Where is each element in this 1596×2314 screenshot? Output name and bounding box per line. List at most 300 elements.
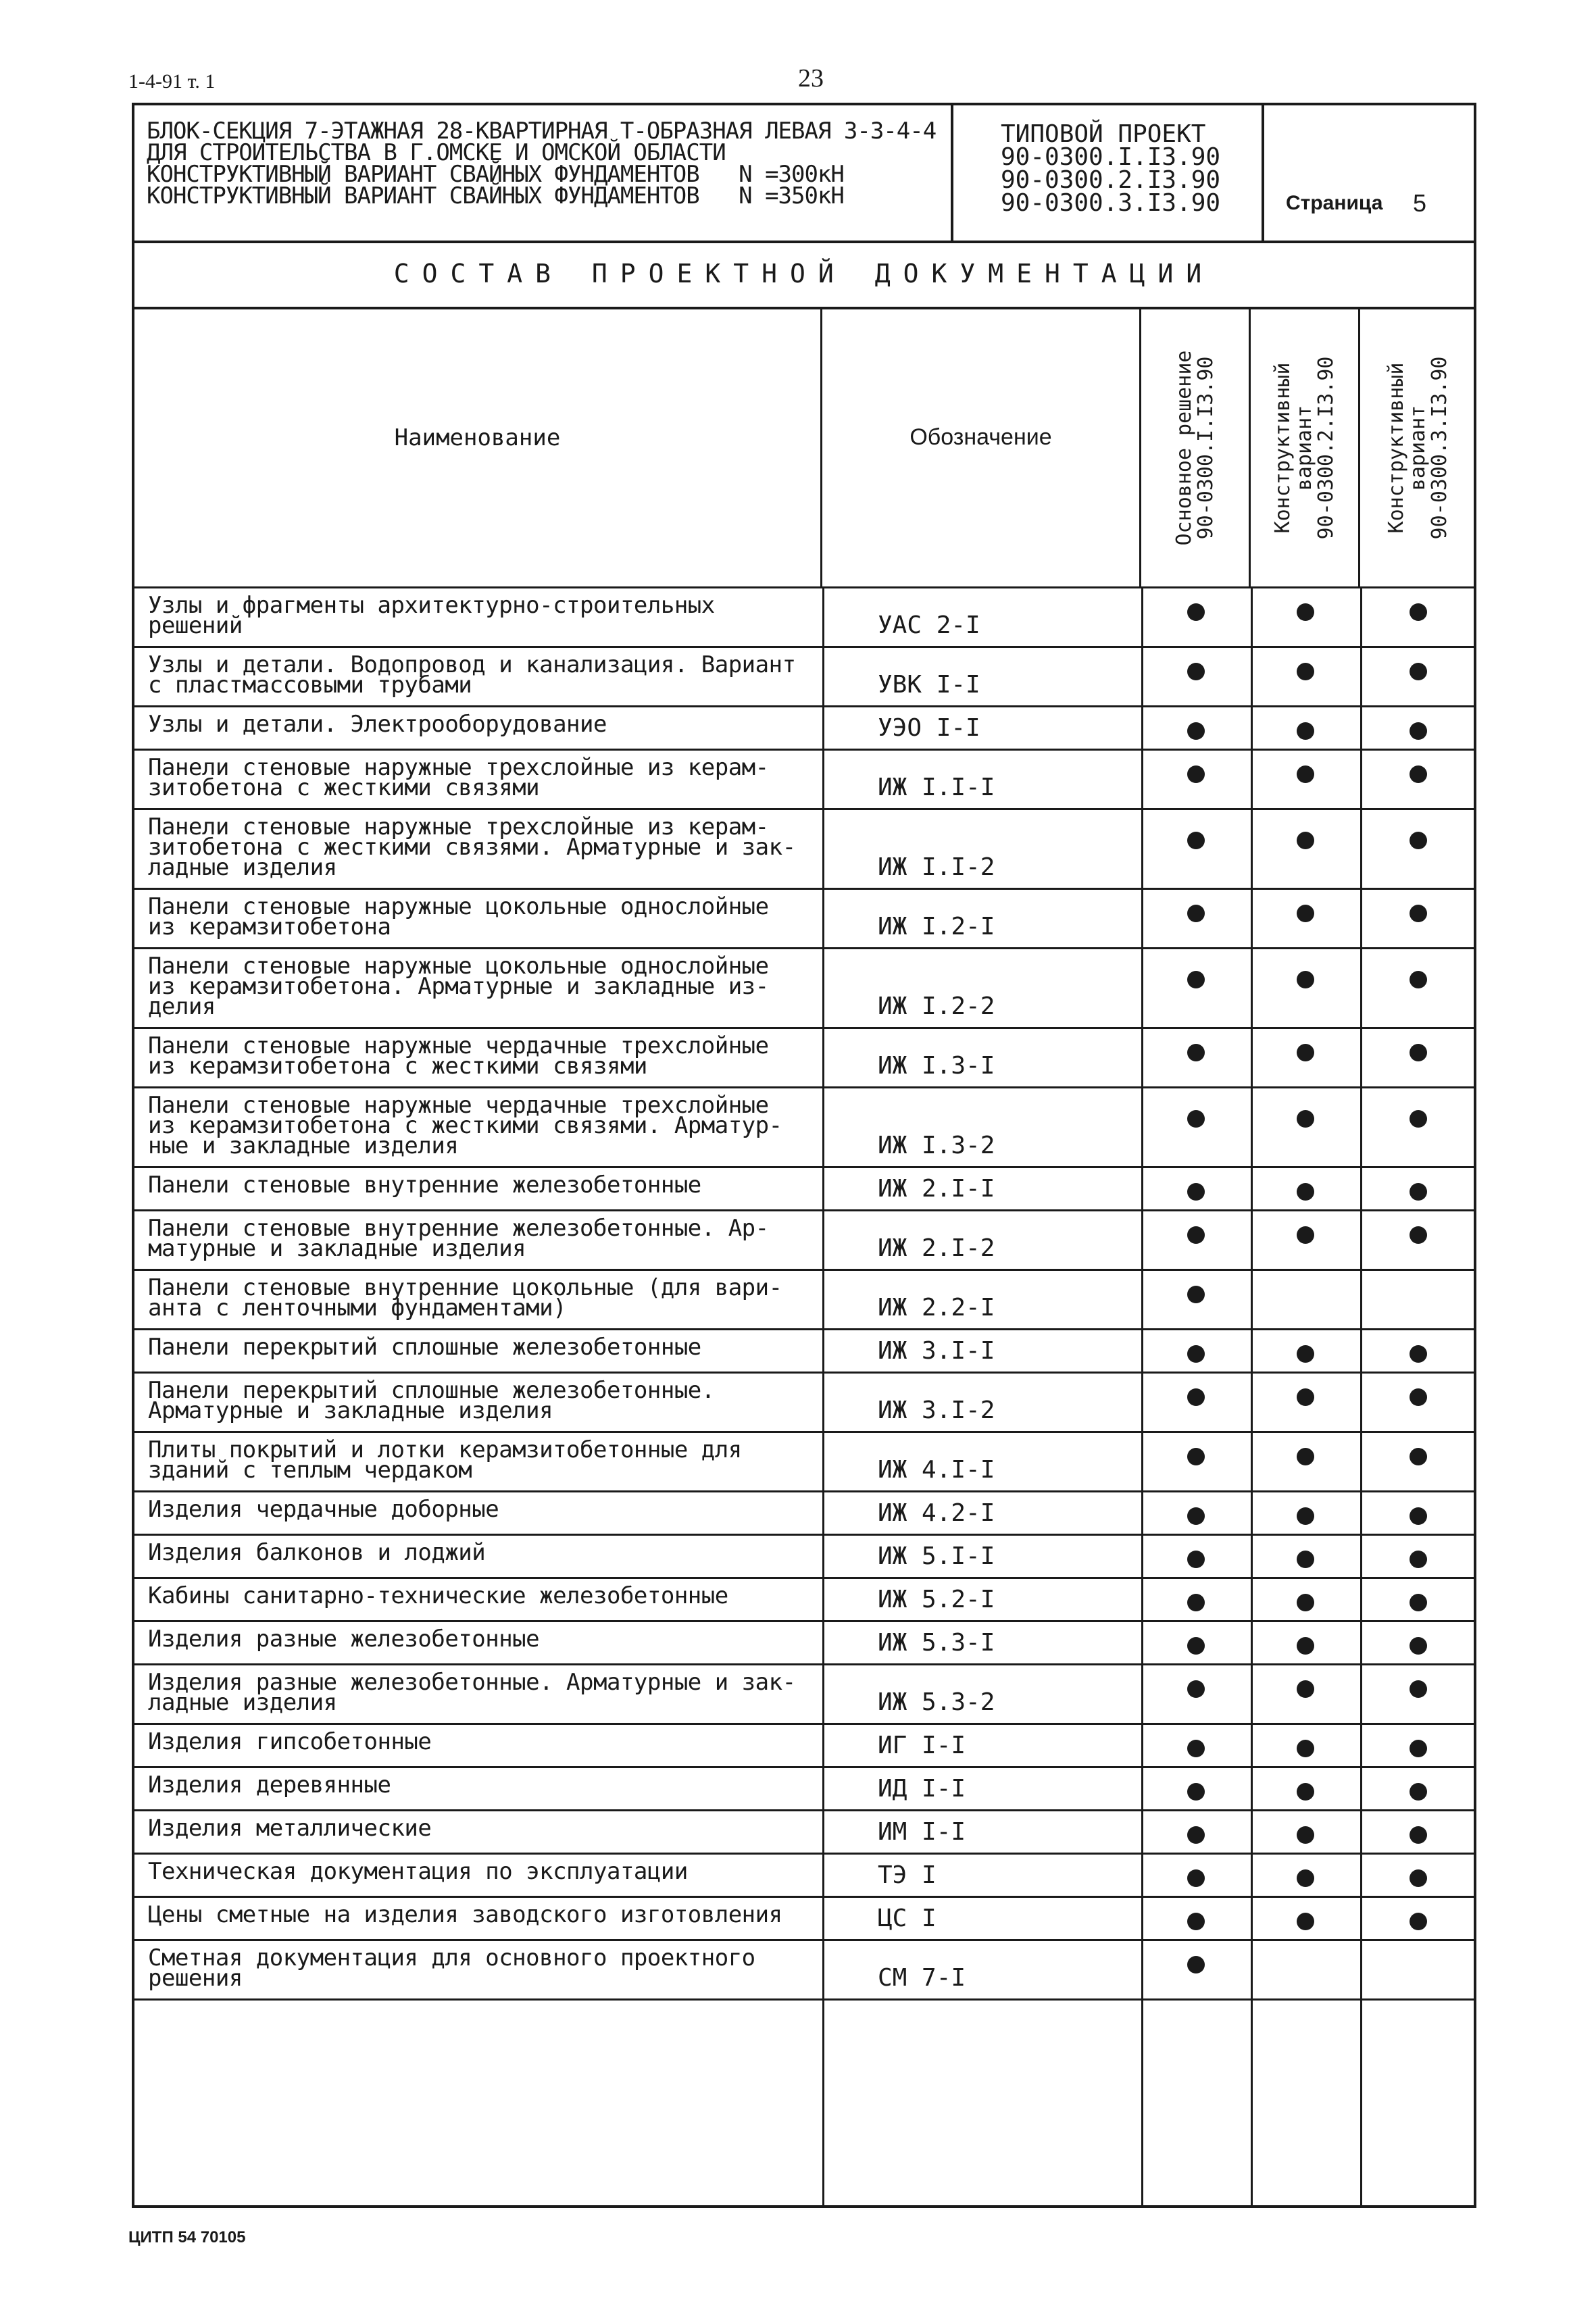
document-name <box>148 592 817 639</box>
column-divider <box>822 648 824 705</box>
column-divider <box>1251 949 1253 1027</box>
column-variant-1-header <box>1141 309 1251 586</box>
document-name-line: Сметная документация для основного проектного <box>148 1944 755 1971</box>
page-cell <box>1264 105 1476 241</box>
column-divider <box>1360 1665 1362 1723</box>
document-name <box>148 1274 817 1322</box>
included-mark-dot <box>1410 1345 1427 1363</box>
column-divider <box>1141 1665 1143 1723</box>
table-row <box>134 1534 1474 1577</box>
column-divider <box>822 1029 824 1086</box>
column-divider <box>822 1271 824 1328</box>
document-name-line: из керамзитобетона. Арматурные и закладные из- <box>148 973 769 1000</box>
table-row <box>134 1431 1474 1490</box>
included-mark-dot <box>1187 1956 1205 1973</box>
column-divider <box>1251 1492 1253 1534</box>
document-name-line: матурные и закладные изделия <box>148 1235 526 1262</box>
document-name <box>148 893 817 940</box>
document-code: ИЖ 2.2-I <box>878 1294 995 1322</box>
column-divider <box>822 1855 824 1896</box>
column-divider <box>1251 1941 1253 1998</box>
column-divider <box>1360 751 1362 808</box>
column-divider <box>1141 1492 1143 1534</box>
column-divider <box>1360 1855 1362 1896</box>
column-divider <box>1360 1088 1362 1166</box>
document-name-line: Изделия разные железобетонные. Арматурные и зак- <box>148 1669 796 1696</box>
document-code: ТЭ I <box>878 1861 937 1889</box>
column-divider <box>822 1811 824 1853</box>
column-divider <box>1141 588 1143 646</box>
column-divider <box>822 1330 824 1372</box>
document-name-line: Панели стеновые внутренние железобетонные. Ар- <box>148 1215 769 1242</box>
document-name-line: решения <box>148 1965 243 1992</box>
included-mark-dot <box>1187 1637 1205 1655</box>
column-divider <box>1360 1330 1362 1372</box>
title-block <box>134 105 1474 243</box>
column-divider <box>1141 2001 1143 2208</box>
column-divider <box>1360 1579 1362 1620</box>
column-divider <box>1251 1029 1253 1086</box>
column-divider <box>1141 1725 1143 1766</box>
column-divider <box>1360 1898 1362 1939</box>
document-name <box>148 1771 817 1799</box>
project-label: ТИПОВОЙ ПРОЕКТ <box>1001 120 1206 148</box>
included-mark-dot <box>1187 1913 1205 1930</box>
page-label: Страница <box>1286 192 1383 214</box>
document-name <box>148 651 817 699</box>
table-row <box>134 1209 1474 1269</box>
column-divider <box>822 1768 824 1809</box>
table-row <box>134 705 1474 749</box>
document-code: ИЖ I.3-I <box>878 1052 995 1080</box>
column-divider <box>822 1579 824 1620</box>
column-divider <box>1251 707 1253 749</box>
document-name <box>148 1172 817 1199</box>
document-name-line: Арматурные и закладные изделия <box>148 1397 553 1424</box>
included-mark-dot <box>1187 1826 1205 1844</box>
included-mark-dot <box>1410 1388 1427 1406</box>
column-divider <box>1251 1579 1253 1620</box>
included-mark-dot <box>1297 1345 1314 1363</box>
column-divider <box>1360 1725 1362 1766</box>
included-mark-dot <box>1410 1913 1427 1930</box>
document-name-line: Панели стеновые наружные трехслойные из керам- <box>148 813 769 840</box>
column-divider <box>1360 1374 1362 1431</box>
title-line: КОНСТРУКТИВНЫЙ ВАРИАНТ СВАЙНЫХ ФУНДАМЕНТОВ N =350кН <box>147 182 844 209</box>
included-mark-dot <box>1187 1388 1205 1406</box>
document-name-line: зитобетона с жесткими связями <box>148 774 540 801</box>
included-mark-dot <box>1187 1044 1205 1061</box>
page-value: 5 <box>1413 189 1427 217</box>
document-code: ИЖ 3.I-2 <box>878 1397 995 1424</box>
column-divider <box>1360 1768 1362 1809</box>
document-name <box>148 1858 817 1885</box>
column-divider <box>1360 1029 1362 1086</box>
document-name-line: Изделия гипсобетонные <box>148 1728 432 1755</box>
document-name-line: Панели стеновые наружные чердачные трехслойные <box>148 1092 769 1119</box>
column-variant-2-header <box>1251 309 1360 586</box>
label-line: 90-0300.I.I3.90 <box>1193 356 1218 540</box>
included-mark-dot <box>1410 905 1427 922</box>
column-variant-3-label <box>1386 357 1451 540</box>
included-mark-dot <box>1410 722 1427 740</box>
column-divider <box>822 1941 824 1998</box>
project-codes-cell <box>953 105 1264 241</box>
document-name <box>148 1377 817 1424</box>
document-frame <box>132 103 1476 2208</box>
table-row <box>134 1809 1474 1853</box>
document-code: СМ 7-I <box>878 1964 966 1992</box>
document-name-line: ные и закладные изделия <box>148 1132 459 1159</box>
project-code: 90-0300.2.I3.90 <box>1001 166 1221 194</box>
table-row <box>134 646 1474 705</box>
column-divider <box>1360 1622 1362 1663</box>
column-divider <box>1251 1855 1253 1896</box>
column-divider <box>1360 2001 1362 2208</box>
column-divider <box>1141 1374 1143 1431</box>
document-code: ИЖ I.3-2 <box>878 1132 995 1159</box>
column-divider <box>1141 949 1143 1027</box>
column-divider <box>1251 1168 1253 1209</box>
column-divider <box>1141 1088 1143 1166</box>
included-mark-dot <box>1297 1740 1314 1757</box>
document-code: ИД I-I <box>878 1775 966 1803</box>
included-mark-dot <box>1297 1783 1314 1801</box>
document-code: ИЖ I.2-I <box>878 913 995 940</box>
document-name-line: Техническая документация по эксплуатации <box>148 1858 688 1885</box>
document-name <box>148 1728 817 1755</box>
column-divider <box>822 1622 824 1663</box>
column-divider <box>822 810 824 888</box>
included-mark-dot <box>1410 603 1427 621</box>
column-divider <box>1251 1211 1253 1269</box>
column-divider <box>1141 1855 1143 1896</box>
document-code: ИЖ I.I-I <box>878 774 995 801</box>
column-divider <box>1251 588 1253 646</box>
document-code: ИЖ 4.2-I <box>878 1499 995 1527</box>
column-divider <box>822 1725 824 1766</box>
document-code: ИЖ I.2-2 <box>878 992 995 1020</box>
document-code: ИЖ 2.I-2 <box>878 1234 995 1262</box>
project-code: 90-0300.I.I3.90 <box>1001 143 1221 171</box>
table-row <box>134 749 1474 808</box>
included-mark-dot <box>1297 1388 1314 1406</box>
table-row <box>134 1939 1474 1998</box>
table-row <box>134 1620 1474 1663</box>
table-row <box>134 1723 1474 1766</box>
document-name-line: Узлы и детали. Электрооборудование <box>148 711 607 738</box>
column-divider <box>1360 1271 1362 1328</box>
column-divider <box>1251 648 1253 705</box>
document-code: ИЖ 5.I-I <box>878 1542 995 1570</box>
column-divider <box>822 751 824 808</box>
included-mark-dot <box>1297 1110 1314 1128</box>
column-divider <box>1360 1536 1362 1577</box>
included-mark-dot <box>1410 832 1427 849</box>
included-mark-dot <box>1297 1183 1314 1201</box>
document-name <box>148 953 817 1020</box>
column-divider <box>1360 810 1362 888</box>
document-name-line: Панели стеновые внутренние железобетонные <box>148 1172 701 1199</box>
document-code: ИЖ I.I-2 <box>878 853 995 881</box>
column-divider <box>1251 1665 1253 1723</box>
column-divider <box>1141 1898 1143 1939</box>
column-divider <box>1251 890 1253 947</box>
column-divider <box>1360 1211 1362 1269</box>
label-line: 90-0300.2.I3.90 <box>1314 356 1338 540</box>
included-mark-dot <box>1410 1637 1427 1655</box>
document-name-line: Панели стеновые наружные чердачные трехслойные <box>148 1032 769 1059</box>
included-mark-dot <box>1187 1551 1205 1568</box>
document-name <box>148 813 817 881</box>
document-name <box>148 1669 817 1716</box>
included-mark-dot <box>1297 663 1314 680</box>
column-divider <box>822 2001 824 2208</box>
document-code: ЦС I <box>878 1905 937 1932</box>
document-name <box>148 754 817 801</box>
column-divider <box>1251 1725 1253 1766</box>
included-mark-dot <box>1187 722 1205 740</box>
included-mark-dot <box>1410 1226 1427 1244</box>
column-variant-3-header <box>1360 309 1476 586</box>
table-row <box>134 1086 1474 1166</box>
included-mark-dot <box>1187 603 1205 621</box>
column-header-row <box>134 309 1474 586</box>
column-divider <box>822 1088 824 1166</box>
document-name-line: решений <box>148 612 243 639</box>
table-row <box>134 1166 1474 1209</box>
table-row <box>134 888 1474 947</box>
table-row <box>134 1766 1474 1809</box>
label-line: вариант <box>1406 405 1430 491</box>
included-mark-dot <box>1297 905 1314 922</box>
table-row <box>134 1027 1474 1086</box>
document-name-line: Плиты покрытий и лотки керамзитобетонные для <box>148 1436 742 1463</box>
document-name-line: зитобетона с жесткими связями. Арматурные и зак- <box>148 834 796 861</box>
column-divider <box>822 1168 824 1209</box>
column-divider <box>1360 1941 1362 1998</box>
label-line: Конструктивный <box>1385 362 1408 534</box>
column-divider <box>1251 1088 1253 1166</box>
table-row <box>134 1577 1474 1620</box>
document-name <box>148 1626 817 1653</box>
column-divider <box>1141 1768 1143 1809</box>
document-name <box>148 1815 817 1842</box>
document-code: ИЖ 3.I-I <box>878 1337 995 1365</box>
included-mark-dot <box>1187 1507 1205 1525</box>
column-divider <box>1141 890 1143 947</box>
document-code: ИЖ 5.3-I <box>878 1629 995 1657</box>
column-divider <box>1141 648 1143 705</box>
column-divider <box>1360 949 1362 1027</box>
column-divider <box>822 1898 824 1939</box>
label-line: 90-0300.3.I3.90 <box>1428 356 1451 540</box>
document-code: УВК I-I <box>878 671 980 699</box>
column-variant-2-label <box>1272 357 1337 540</box>
included-mark-dot <box>1187 1448 1205 1465</box>
document-name <box>148 1032 817 1080</box>
column-divider <box>1141 1579 1143 1620</box>
document-name-line: Узлы и детали. Водопровод и канализация. Вариант <box>148 651 796 678</box>
document-name-line: Изделия металлические <box>148 1815 432 1842</box>
document-code: ИЖ 2.I-I <box>878 1175 995 1203</box>
table-row <box>134 586 1474 646</box>
included-mark-dot <box>1187 1594 1205 1611</box>
included-mark-dot <box>1187 1740 1205 1757</box>
document-name-line: Кабины санитарно-технические железобетонные <box>148 1582 728 1609</box>
document-name-line: ладные изделия <box>148 1689 337 1716</box>
column-code-label: Обозначение <box>909 424 1052 450</box>
included-mark-dot <box>1297 971 1314 988</box>
column-divider <box>1141 810 1143 888</box>
document-code: ИЖ 5.3-2 <box>878 1688 995 1716</box>
included-mark-dot <box>1187 765 1205 783</box>
included-mark-dot <box>1187 1286 1205 1303</box>
included-mark-dot <box>1297 765 1314 783</box>
document-code: УАС 2-I <box>878 611 980 639</box>
column-divider <box>1141 1811 1143 1853</box>
column-divider <box>1251 810 1253 888</box>
column-name-header <box>134 309 822 586</box>
document-name <box>148 1092 817 1159</box>
included-mark-dot <box>1410 765 1427 783</box>
document-code: ИЖ 5.2-I <box>878 1586 995 1613</box>
title-line: ДЛЯ СТРОИТЕЛЬСТВА В Г.ОМСКЕ И ОМСКОЙ ОБЛАСТИ <box>147 139 726 166</box>
included-mark-dot <box>1187 971 1205 988</box>
column-divider <box>1251 751 1253 808</box>
table-row <box>134 1896 1474 1939</box>
column-divider <box>822 1665 824 1723</box>
document-name-line: Панели перекрытий сплошные железобетонные <box>148 1334 701 1361</box>
column-divider <box>1360 1492 1362 1534</box>
document-code: ИЖ 4.I-I <box>878 1456 995 1484</box>
included-mark-dot <box>1187 1345 1205 1363</box>
included-mark-dot <box>1297 1680 1314 1698</box>
document-name-line: Панели стеновые внутренние цокольные (для вари- <box>148 1274 782 1301</box>
document-code: ИГ I-I <box>878 1732 966 1759</box>
table-row <box>134 1490 1474 1534</box>
included-mark-dot <box>1410 1826 1427 1844</box>
included-mark-dot <box>1410 1594 1427 1611</box>
included-mark-dot <box>1297 1044 1314 1061</box>
document-name-line: Изделия разные железобетонные <box>148 1626 540 1653</box>
column-divider <box>822 588 824 646</box>
document-name-line: из керамзитобетона <box>148 913 391 940</box>
included-mark-dot <box>1297 1869 1314 1887</box>
page-number: 23 <box>798 64 824 93</box>
document-name-line: Панели стеновые наружные цокольные однослойные <box>148 953 769 980</box>
document-name <box>148 1436 817 1484</box>
column-divider <box>1360 1433 1362 1490</box>
table-row <box>134 1328 1474 1372</box>
column-divider <box>1141 707 1143 749</box>
included-mark-dot <box>1297 603 1314 621</box>
column-divider <box>822 1374 824 1431</box>
document-name <box>148 1582 817 1609</box>
document-code: УЭО I-I <box>878 714 980 742</box>
included-mark-dot <box>1297 1594 1314 1611</box>
document-name-line: из керамзитобетона с жесткими связями <box>148 1053 647 1080</box>
included-mark-dot <box>1410 1551 1427 1568</box>
table-row <box>134 808 1474 888</box>
column-divider <box>1251 1271 1253 1328</box>
document-name <box>148 1901 817 1928</box>
column-divider <box>1360 1168 1362 1209</box>
document-name <box>148 711 817 738</box>
table-row <box>134 1269 1474 1328</box>
document-name-line: Панели перекрытий сплошные железобетонные. <box>148 1377 715 1404</box>
column-divider <box>1251 1330 1253 1372</box>
column-divider <box>1141 1029 1143 1086</box>
included-mark-dot <box>1410 1183 1427 1201</box>
included-mark-dot <box>1187 1869 1205 1887</box>
title-line: КОНСТРУКТИВНЫЙ ВАРИАНТ СВАЙНЫХ ФУНДАМЕНТОВ N =300кН <box>147 161 844 188</box>
document-code: ИМ I-I <box>878 1818 966 1846</box>
table-row <box>134 1663 1474 1723</box>
included-mark-dot <box>1297 1448 1314 1465</box>
column-divider <box>1251 1622 1253 1663</box>
document-name-line: Цены сметные на изделия заводского изготовления <box>148 1901 782 1928</box>
column-divider <box>1141 1330 1143 1372</box>
title-line: БЛОК-СЕКЦИЯ 7-ЭТАЖНАЯ 28-КВАРТИРНАЯ Т-ОБРАЗНАЯ ЛЕВАЯ 3-3-4-4 <box>147 118 937 145</box>
table-row <box>134 1853 1474 1896</box>
included-mark-dot <box>1297 1637 1314 1655</box>
document-name-line: Изделия чердачные доборные <box>148 1496 499 1523</box>
included-mark-dot <box>1410 1448 1427 1465</box>
footer-code: ЦИТП 54 70105 <box>128 2228 246 2246</box>
section-title: СОСТАВ ПРОЕКТНОЙ ДОКУМЕНТАЦИИ <box>134 241 1474 309</box>
table-row <box>134 947 1474 1027</box>
included-mark-dot <box>1410 663 1427 680</box>
document-name-line: Панели стеновые наружные цокольные однослойные <box>148 893 769 920</box>
column-divider <box>1141 1622 1143 1663</box>
included-mark-dot <box>1410 1740 1427 1757</box>
document-name-line: из керамзитобетона с жесткими связями. Арматур- <box>148 1112 782 1139</box>
document-name-line: Изделия деревянные <box>148 1771 391 1799</box>
column-divider <box>1251 1898 1253 1939</box>
column-divider <box>822 949 824 1027</box>
project-code: 90-0300.3.I3.90 <box>1001 189 1221 217</box>
included-mark-dot <box>1297 1551 1314 1568</box>
column-divider <box>1251 1811 1253 1853</box>
included-mark-dot <box>1297 1913 1314 1930</box>
column-name-label: Наименование <box>394 424 561 451</box>
column-divider <box>822 890 824 947</box>
document-name-line: Узлы и фрагменты архитектурно-строительных <box>148 592 715 619</box>
column-divider <box>1251 1433 1253 1490</box>
document-name <box>148 1539 817 1566</box>
included-mark-dot <box>1410 1869 1427 1887</box>
column-divider <box>1360 648 1362 705</box>
table-filler <box>134 1998 1474 2208</box>
column-divider <box>822 1433 824 1490</box>
included-mark-dot <box>1297 722 1314 740</box>
document-name-line: делия <box>148 993 216 1020</box>
document-name-line: Панели стеновые наружные трехслойные из керам- <box>148 754 769 781</box>
included-mark-dot <box>1297 832 1314 849</box>
included-mark-dot <box>1410 1507 1427 1525</box>
included-mark-dot <box>1187 1110 1205 1128</box>
column-divider <box>1251 1536 1253 1577</box>
column-divider <box>1141 1433 1143 1490</box>
document-name-line: Изделия балконов и лоджий <box>148 1539 486 1566</box>
label-line: Основное решение <box>1172 350 1196 546</box>
included-mark-dot <box>1297 1826 1314 1844</box>
column-divider <box>1251 1374 1253 1431</box>
column-divider <box>822 1211 824 1269</box>
document-name-line: анта с ленточными фундаментами) <box>148 1294 567 1322</box>
column-divider <box>1141 751 1143 808</box>
